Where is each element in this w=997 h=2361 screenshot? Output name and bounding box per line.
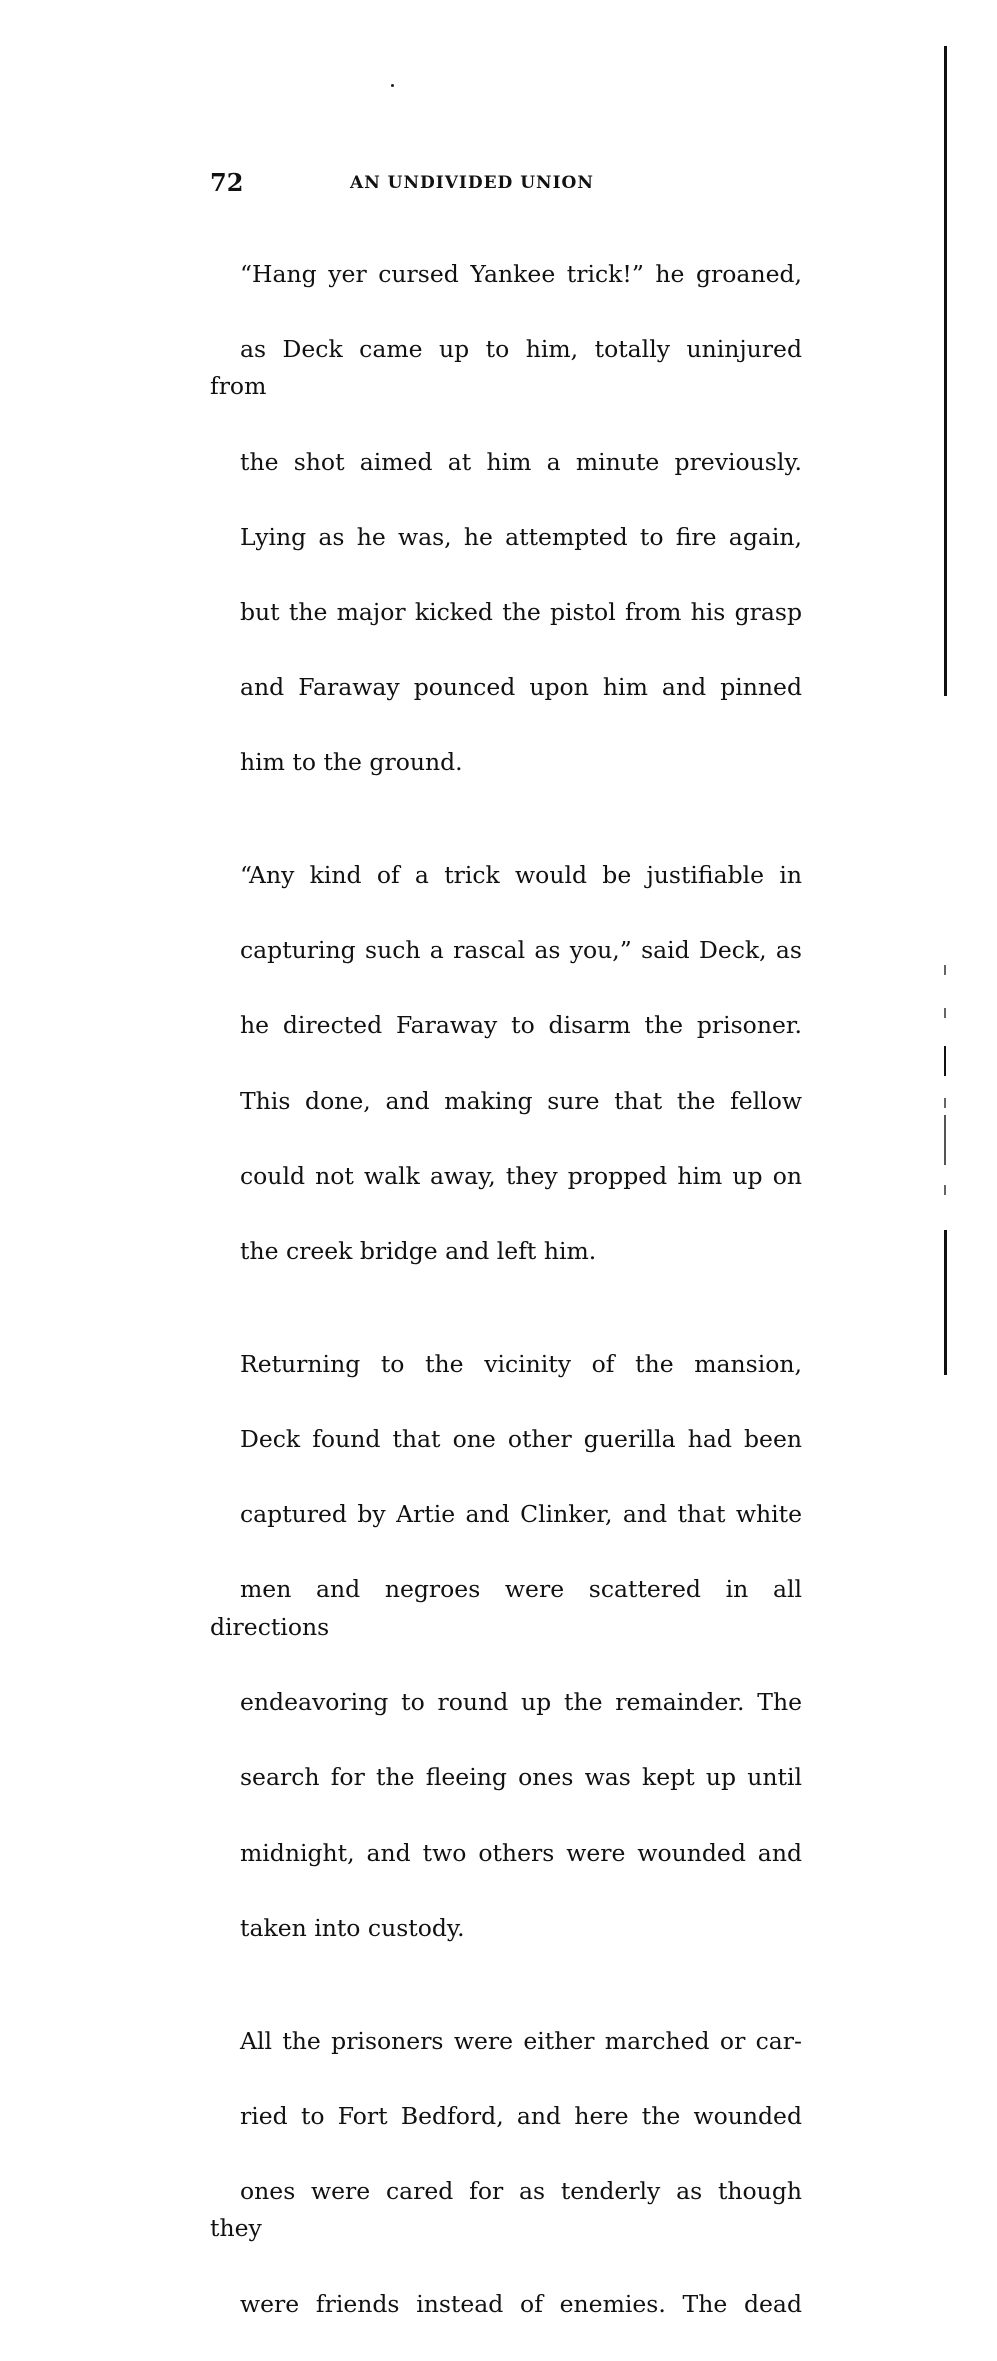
text-line: “Any kind of a trick would be justifiable in <box>240 861 802 890</box>
scan-edge-mark <box>944 965 946 975</box>
body-text <box>210 218 802 2361</box>
text-line: the creek bridge and left him. <box>240 1237 597 1266</box>
text-line: could not walk away, they propped him up on <box>240 1161 802 1190</box>
text-line: ones were cared for as tenderly as though they <box>210 2176 802 2243</box>
page-header <box>210 168 804 198</box>
text-line: “Hang yer cursed Yankee trick!” he groaned, <box>240 259 802 288</box>
text-line: Lying as he was, he attempted to fire again, <box>240 522 802 551</box>
scan-edge-mark <box>944 1098 946 1108</box>
text-line: Returning to the vicinity of the mansion, <box>240 1349 802 1378</box>
page-number: 72 <box>210 168 244 197</box>
text-line: This done, and making sure that the fellow <box>240 1086 802 1115</box>
text-line: him to the ground. <box>240 748 463 777</box>
paragraph-3 <box>210 1308 802 1985</box>
scan-edge-mark <box>944 1008 946 1018</box>
text-line: capturing such a rascal as you,” said Deck, as <box>240 936 802 965</box>
text-line: men and negroes were scattered in all directions <box>210 1575 802 1641</box>
text-line: Deck found that one other guerilla had been <box>240 1425 802 1453</box>
scan-edge-line <box>944 46 947 696</box>
paragraph-4 <box>210 1985 802 2361</box>
text-line: taken into custody. <box>240 1913 465 1942</box>
scan-edge-line <box>944 1230 947 1375</box>
text-line: endeavoring to round up the remainder. The <box>240 1688 802 1717</box>
text-line: and Faraway pounced upon him and pinned <box>240 673 802 702</box>
scan-edge-line <box>944 1046 946 1076</box>
scan-edge-line <box>944 1115 946 1165</box>
text-line: All the prisoners were either marched or car- <box>240 2026 802 2055</box>
text-line: were friends instead of enemies. The dead <box>240 2289 802 2318</box>
text-line: but the major kicked the pistol from his grasp <box>240 597 802 626</box>
paragraph-2 <box>210 820 802 1309</box>
text-line: captured by Artie and Clinker, and that white <box>240 1500 802 1529</box>
text-line: midnight, and two others were wounded and <box>240 1838 802 1867</box>
text-line: search for the fleeing ones was kept up until <box>240 1763 802 1792</box>
text-line: he directed Faraway to disarm the prisoner. <box>240 1011 802 1040</box>
print-speck <box>391 84 394 87</box>
paragraph-1 <box>210 218 802 820</box>
scan-edge-mark <box>944 1185 946 1195</box>
text-line: ried to Fort Bedford, and here the wounded <box>240 2101 802 2130</box>
running-title: AN UNDIVIDED UNION <box>350 173 594 193</box>
text-line: the shot aimed at him a minute previously. <box>240 447 802 476</box>
text-line: as Deck came up to him, totally uninjured from <box>210 334 802 401</box>
